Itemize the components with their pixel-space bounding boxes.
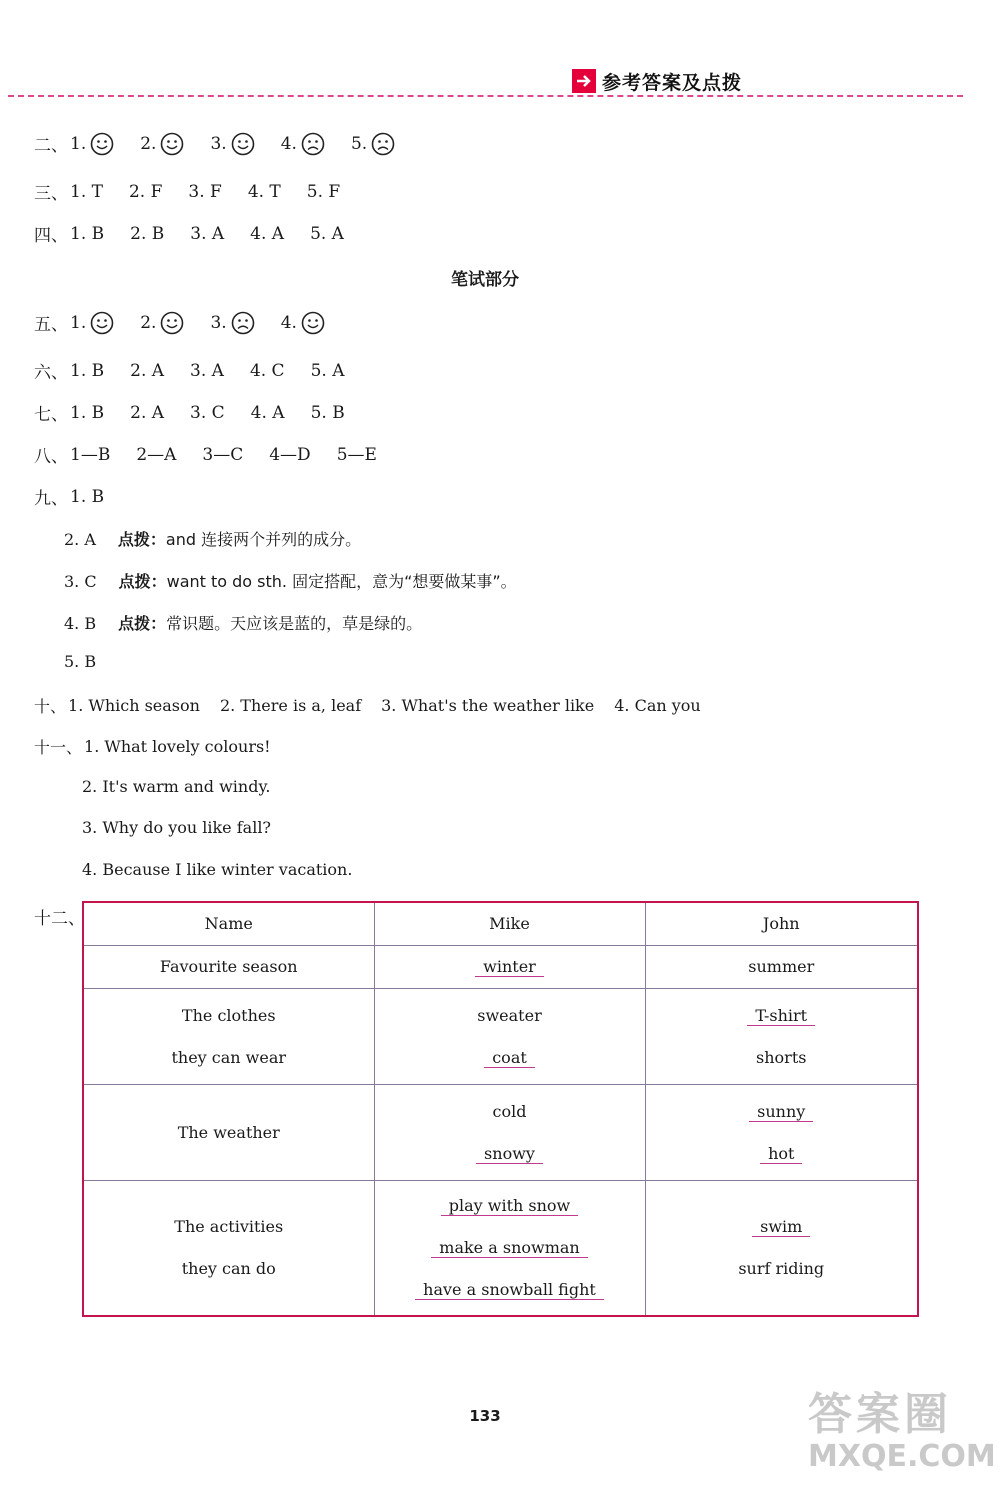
- smile-face-icon: [160, 132, 184, 156]
- table-cell: [374, 946, 645, 989]
- answer-item: [70, 132, 114, 156]
- answer-item: 1. What lovely colours!: [84, 737, 271, 756]
- answer-item: 4. A: [250, 402, 285, 423]
- section-label: 八、: [34, 447, 68, 467]
- section-label: 十、: [34, 697, 67, 716]
- answer-item: 2—A: [136, 444, 177, 465]
- smile-face-icon: [160, 311, 184, 335]
- answer-item: [281, 132, 325, 156]
- answer-number: 2.: [140, 312, 157, 333]
- cell-text: cold: [492, 1101, 527, 1121]
- written-part-title: 笔试部分: [451, 270, 519, 290]
- cell-text: The clothes: [181, 1005, 276, 1025]
- answer-number: 3.: [210, 312, 227, 333]
- table-cell: [374, 1181, 645, 1316]
- answer-with-tip: [64, 611, 422, 634]
- section-7: [34, 400, 371, 425]
- answer-with-tip: [64, 527, 361, 550]
- cell-text: they can do: [181, 1258, 276, 1278]
- answer-item: [70, 311, 114, 335]
- header-title: 参考答案及点拨: [602, 71, 743, 94]
- underlined-answer: swim: [752, 1217, 810, 1237]
- answer-item: [210, 132, 254, 156]
- table-row: [83, 946, 918, 989]
- answer-item: 1. B: [70, 402, 105, 423]
- table-cell: [83, 946, 374, 989]
- answer-item: 2. It's warm and windy.: [82, 777, 271, 796]
- answer-item: 5. B: [310, 402, 345, 423]
- answer-number: 3.: [210, 133, 227, 154]
- page-number: 133: [469, 1407, 501, 1425]
- tip-label: 点拨：: [118, 572, 167, 591]
- table-cell: [645, 1181, 918, 1316]
- tip-label: 点拨：: [117, 530, 166, 549]
- tip-text: and 连接两个并列的成分。: [165, 530, 362, 549]
- cell-text: The activities: [174, 1216, 284, 1236]
- answer-item: 2. B: [130, 223, 165, 244]
- answer-table: [82, 901, 919, 1317]
- underlined-answer: coat: [484, 1048, 535, 1068]
- answer-item: 5. A: [310, 223, 344, 244]
- answer-item: 4. C: [249, 360, 285, 381]
- answer-item: 5—E: [336, 444, 377, 465]
- answer-item: 5. A: [310, 360, 345, 381]
- answer-item: [140, 132, 184, 156]
- table-row: [83, 902, 918, 946]
- smile-face-icon: [231, 132, 255, 156]
- cell-text: Name: [204, 914, 253, 933]
- answer-item: 4. B: [64, 614, 97, 633]
- watermark-bottom-text: MXQE.COM: [808, 1439, 996, 1474]
- answer-item: 3. A: [190, 223, 225, 244]
- cell-text: they can wear: [171, 1047, 287, 1067]
- smile-face-icon: [90, 132, 114, 156]
- table-cell: [83, 1085, 374, 1181]
- answer-item: 4. T: [247, 181, 281, 202]
- table-cell: [645, 989, 918, 1085]
- section-label: 九、: [34, 489, 68, 509]
- answer-item: 4. A: [250, 223, 285, 244]
- underlined-answer: have a snowball fight: [415, 1280, 604, 1300]
- smile-face-icon: [90, 311, 114, 335]
- answer-item: 3. F: [188, 181, 222, 202]
- table-row: [83, 1085, 918, 1181]
- answer-item: 1. T: [70, 181, 103, 202]
- underlined-answer: T-shirt: [747, 1006, 815, 1026]
- answer-item: 4—D: [269, 444, 311, 465]
- answer-item: 1. B: [70, 223, 105, 244]
- answer-item: 2. F: [128, 181, 163, 202]
- answer-number: 2.: [140, 133, 157, 154]
- answer-item: 3. C: [64, 572, 97, 591]
- sad-face-icon: [301, 132, 325, 156]
- table-row: [83, 989, 918, 1085]
- answer-item: 1—B: [70, 444, 111, 465]
- sad-face-icon: [371, 132, 395, 156]
- section-label: 十二、: [34, 909, 85, 929]
- section-label: 四、: [34, 226, 68, 246]
- table-cell: [374, 989, 645, 1085]
- smile-face-icon: [301, 311, 325, 335]
- answer-number: 5.: [350, 133, 368, 154]
- answer-item: 3. A: [190, 360, 224, 381]
- cell-text: sweater: [477, 1005, 542, 1025]
- underlined-answer: winter: [475, 957, 544, 977]
- section-6: [34, 358, 370, 383]
- answer-item: 3—C: [202, 444, 244, 465]
- answer-item: 5. B: [64, 652, 97, 671]
- answer-item: [140, 311, 184, 335]
- underlined-answer: make a snowman: [431, 1238, 587, 1258]
- section-11: [34, 735, 271, 758]
- underlined-answer: play with snow: [441, 1196, 579, 1216]
- section-5: [34, 310, 351, 335]
- section-label: 七、: [34, 405, 68, 425]
- answer-item: 2. There is a, leaf: [219, 696, 362, 715]
- table-cell: [645, 946, 918, 989]
- section-10: [34, 694, 721, 717]
- answer-item: [281, 311, 325, 335]
- watermark-logo: [808, 1390, 998, 1485]
- answer-item: 4. Because I like winter vacation.: [82, 860, 353, 879]
- cell-text: John: [762, 914, 800, 933]
- answer-item: 1. B: [70, 486, 105, 507]
- table-cell: [374, 902, 645, 946]
- cell-text: summer: [748, 957, 815, 976]
- answer-number: 1.: [70, 133, 87, 154]
- table-cell: [374, 1085, 645, 1181]
- watermark-top-text: 答案圈: [808, 1389, 952, 1440]
- answer-number: 1.: [70, 312, 87, 333]
- table-row: [83, 1181, 918, 1316]
- tip-label: 点拨：: [118, 614, 167, 633]
- cell-text: Mike: [489, 914, 530, 933]
- answer-item: [351, 132, 395, 156]
- section-label: 二、: [34, 136, 68, 156]
- header-divider: [8, 95, 963, 97]
- answer-with-tip: [64, 569, 517, 592]
- section-8: [34, 442, 403, 467]
- answer-item: [210, 311, 254, 335]
- answer-item: 4. Can you: [614, 696, 701, 715]
- underlined-answer: snowy: [476, 1144, 543, 1164]
- tip-text: want to do sth. 固定搭配，意为“想要做某事”。: [166, 572, 517, 591]
- answer-item: 1. Which season: [68, 696, 200, 715]
- answer-number: 4.: [280, 133, 297, 154]
- arrow-right-icon: [572, 69, 596, 93]
- cell-text: surf riding: [738, 1258, 825, 1278]
- section-2: [34, 131, 421, 156]
- answer-item: 2. A: [130, 402, 165, 423]
- section-label: 五、: [34, 315, 68, 335]
- section-label: 三、: [34, 184, 68, 204]
- section-9: [34, 484, 130, 509]
- answer-with-tip: [64, 652, 96, 671]
- table-cell: [83, 902, 374, 946]
- cell-text: Favourite season: [159, 957, 298, 976]
- section-label: 六、: [34, 363, 68, 383]
- answer-item: 2. A: [130, 360, 165, 381]
- page-header: [572, 66, 742, 96]
- table-cell: [645, 1085, 918, 1181]
- underlined-answer: hot: [760, 1144, 802, 1164]
- cell-text: The weather: [177, 1122, 280, 1142]
- answer-item: 3. C: [190, 402, 225, 423]
- answer-item: 2. A: [64, 530, 96, 549]
- answer-item: 5. F: [306, 181, 341, 202]
- cell-text: shorts: [756, 1047, 807, 1067]
- answer-number: 4.: [280, 312, 297, 333]
- table-cell: [83, 1181, 374, 1316]
- answer-item: 3. Why do you like fall?: [82, 818, 272, 837]
- section-label: 十一、: [34, 738, 83, 757]
- section-4: [34, 221, 370, 246]
- table-cell: [645, 902, 918, 946]
- underlined-answer: sunny: [749, 1102, 813, 1122]
- sad-face-icon: [231, 311, 255, 335]
- section-3: [34, 179, 366, 204]
- answer-item: 3. What's the weather like: [381, 696, 595, 715]
- answer-item: 1. B: [70, 360, 105, 381]
- tip-text: 常识题。天应该是蓝的，草是绿的。: [166, 614, 423, 633]
- table-cell: [83, 989, 374, 1085]
